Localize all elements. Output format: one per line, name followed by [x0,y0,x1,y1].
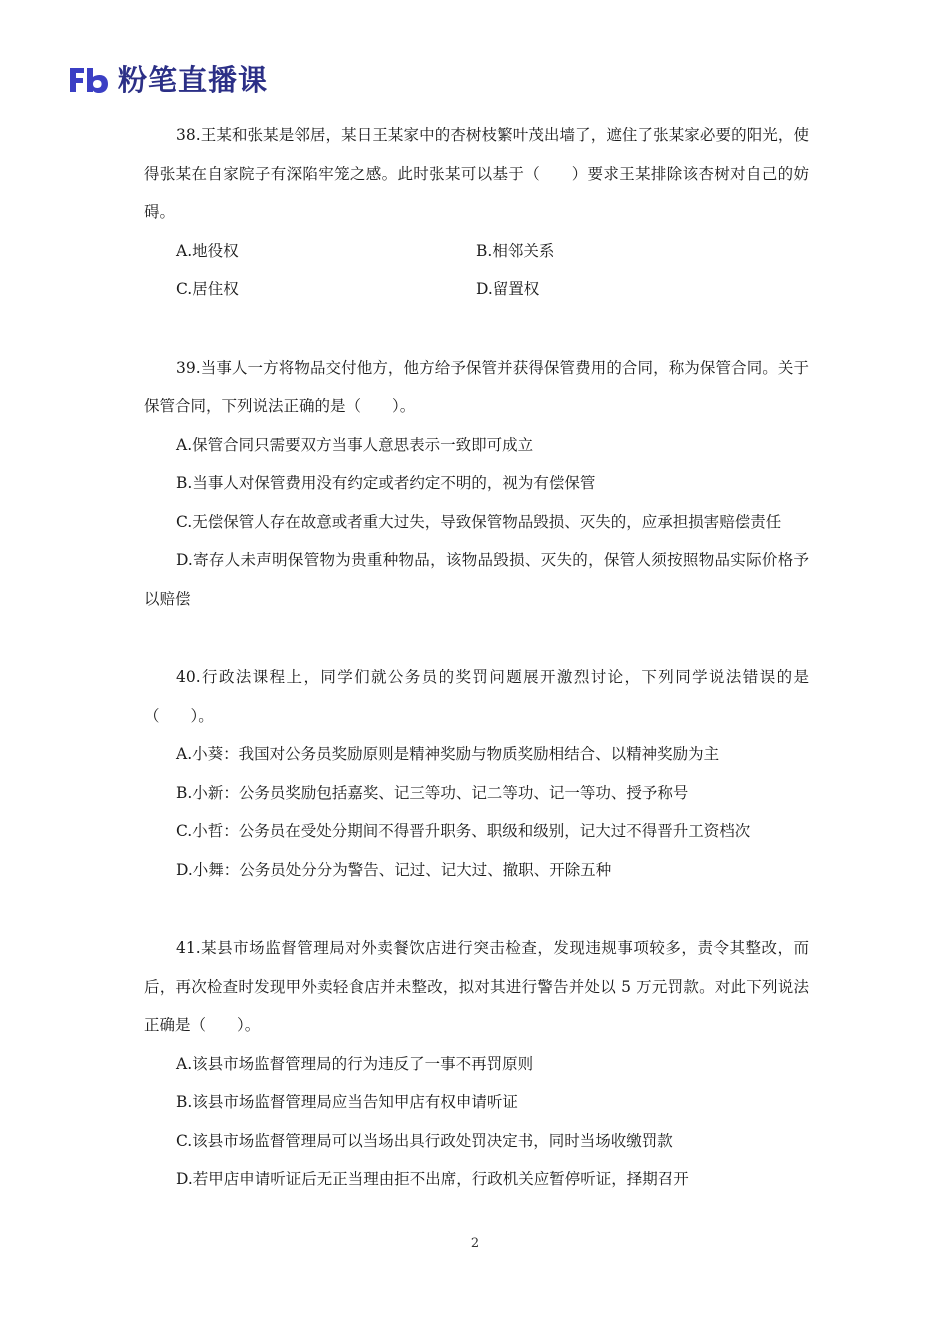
brand-logo [66,62,268,98]
option-grid [144,232,809,309]
page-number: 2 [470,1236,480,1251]
question-stem: 38.王某和张某是邻居，某日王某家中的杏树枝繁叶茂出墙了，遮住了张某家必要的阳光，使得张某在自家院子有深陷牢笼之感。此时张某可以基于（ ）要求王某排除该杏树对自己的妨碍。 [144,126,809,221]
question-38 [144,116,809,309]
fenbi-logo-icon [66,65,112,95]
option-b: B.该县市场监督管理局应当告知甲店有权申请听证 [176,1093,518,1111]
question-spacer [144,309,809,349]
option-c: C.该县市场监督管理局可以当场出具行政处罚决定书，同时当场收缴罚款 [176,1131,673,1150]
option-c: C.无偿保管人存在故意或者重大过失，导致保管物品毁损、灭失的，应承担损害赔偿责任 [176,512,782,531]
question-spacer [144,618,809,658]
question-spacer [144,889,809,929]
option-d: D.小舞：公务员处分分为警告、记过、记大过、撤职、开除五种 [176,860,612,879]
option-a: A.小葵：我国对公务员奖励原则是精神奖励与物质奖励相结合、以精神奖励为主 [176,745,720,763]
option-d: D.寄存人未声明保管物为贵重种物品，该物品毁损、灭失的，保管人须按照物品实际价格予以赔偿 [144,551,809,608]
question-stem: 41.某县市场监督管理局对外卖餐饮店进行突击检查，发现违规事项较多，责令其整改，而后，再次检查时发现甲外卖轻食店并未整改，拟对其进行警告并处以 5 万元罚款。对此下列说法正确是（ ）。 [144,939,809,1034]
option-a: A.保管合同只需要双方当事人意思表示一致即可成立 [176,435,534,454]
brand-name: 粉笔直播课 [118,63,269,97]
option-c: C.小哲：公务员在受处分期间不得晋升职务、职级和级别，记大过不得晋升工资档次 [176,822,751,840]
option-b: B.相邻关系 [476,241,555,260]
option-a: A.该县市场监督管理局的行为违反了一事不再罚原则 [176,1054,534,1073]
option-d: D.留置权 [476,280,540,298]
question-41 [144,929,809,1199]
option-b: B.当事人对保管费用没有约定或者约定不明的，视为有偿保管 [176,474,596,492]
question-list [144,116,809,1199]
option-d: D.若甲店申请听证后无正当理由拒不出席，行政机关应暂停听证，择期召开 [176,1170,689,1188]
option-a: A.地役权 [176,241,239,260]
question-stem: 39.当事人一方将物品交付他方，他方给予保管并获得保管费用的合同，称为保管合同。关于保管合同，下列说法正确的是（ ）。 [144,358,809,415]
option-b: B.小新：公务员奖励包括嘉奖、记三等功、记二等功、记一等功、授予称号 [176,783,689,802]
option-c: C.居住权 [176,280,239,298]
question-40 [144,658,809,889]
question-39 [144,349,809,619]
question-stem: 40.行政法课程上，同学们就公务员的奖罚问题展开激烈讨论，下列同学说法错误的是（ ）。 [144,668,809,725]
